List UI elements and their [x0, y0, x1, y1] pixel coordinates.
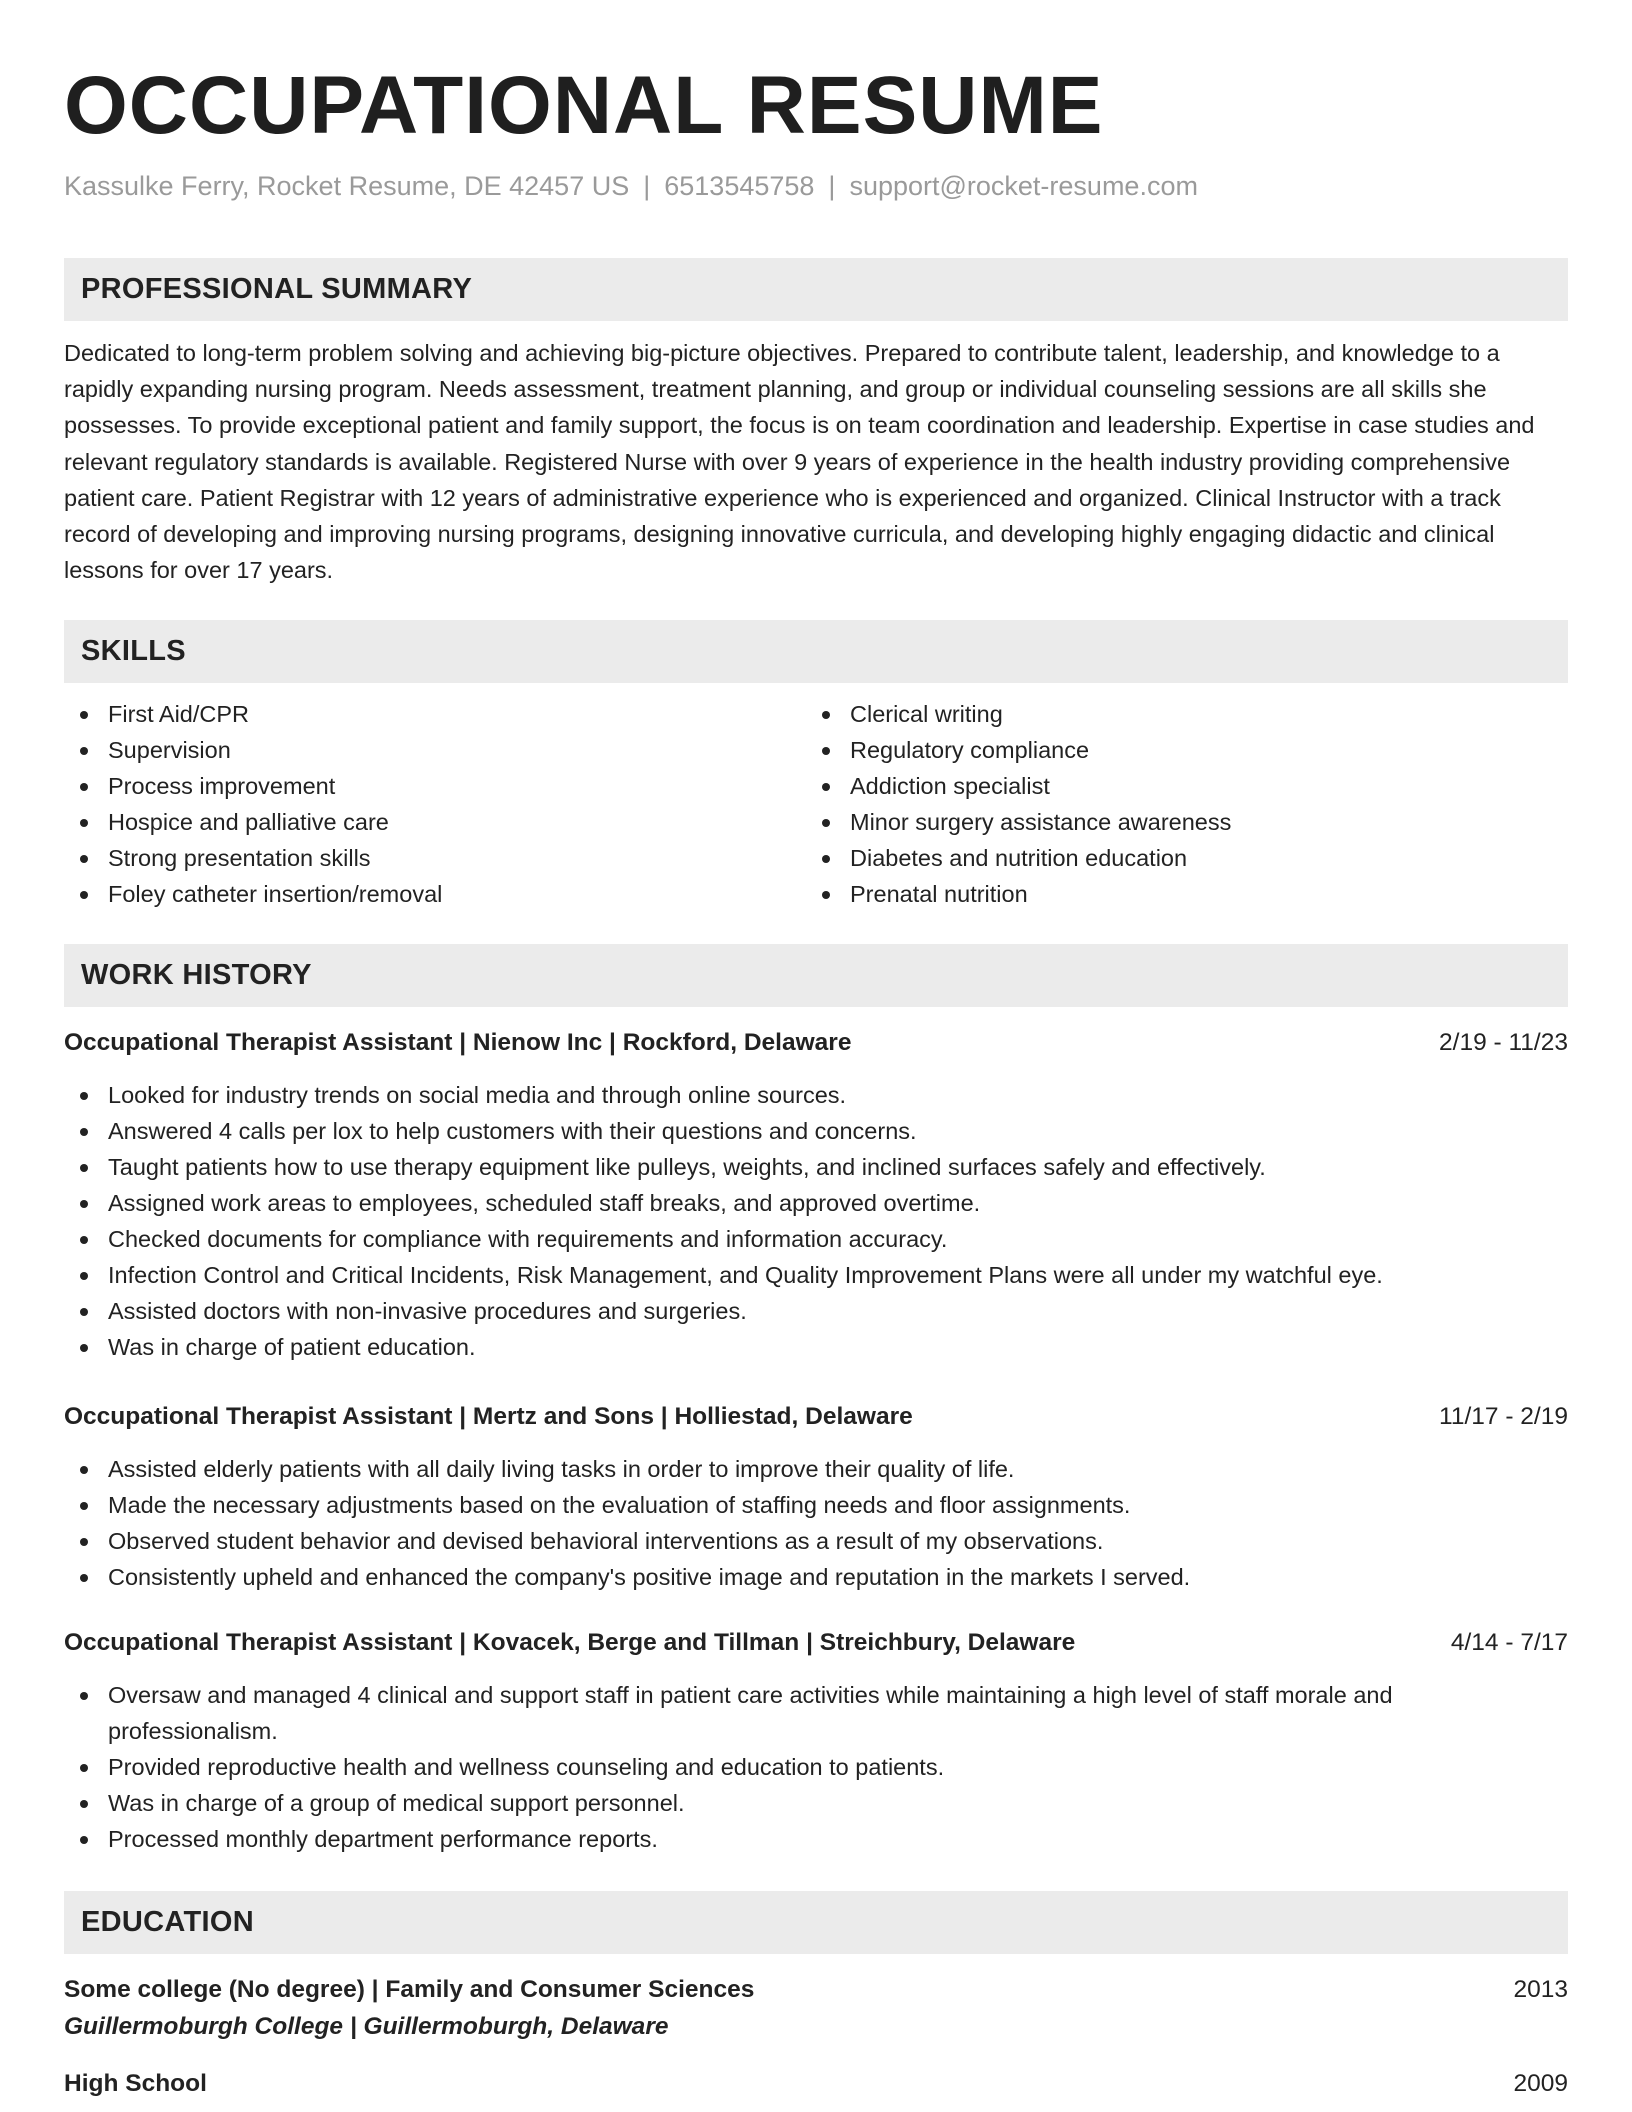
skill-item: Addiction specialist [806, 768, 1548, 804]
education-entry [64, 2066, 1568, 2102]
skills-column-right [806, 696, 1548, 912]
skill-item: Hospice and palliative care [64, 804, 806, 840]
job-duty: Looked for industry trends on social media and through online sources. [64, 1077, 1568, 1113]
skill-item: First Aid/CPR [64, 696, 806, 732]
education-year: 2009 [1513, 2070, 1568, 2098]
job-entry [64, 1025, 1568, 1365]
skill-item: Process improvement [64, 768, 806, 804]
job-title: Occupational Therapist Assistant | Mertz and Sons | Holliestad, Delaware [64, 1403, 913, 1431]
education-header [64, 2066, 1568, 2102]
skill-item: Supervision [64, 732, 806, 768]
job-duty: Was in charge of patient education. [64, 1329, 1568, 1365]
job-dates: 4/14 - 7/17 [1450, 1629, 1568, 1657]
resume-page [64, 56, 1568, 2102]
job-duties [64, 1451, 1568, 1595]
job-duty: Assisted doctors with non-invasive procedures and surgeries. [64, 1293, 1568, 1329]
job-duty: Provided reproductive health and wellness counseling and education to patients. [64, 1749, 1568, 1785]
job-header [64, 1025, 1568, 1061]
education-school: Guillermoburgh College | Guillermoburgh, Delaware [64, 2013, 669, 2041]
contact-phone: 6513545758 [664, 171, 815, 201]
education-year: 2013 [1513, 1976, 1568, 2004]
job-duties [64, 1677, 1568, 1857]
job-title: Occupational Therapist Assistant | Nienow Inc | Rockford, Delaware [64, 1029, 852, 1057]
skills-column-left [64, 696, 806, 912]
job-duty: Observed student behavior and devised behavioral interventions as a result of my observations. [64, 1523, 1568, 1559]
job-entry [64, 1399, 1568, 1595]
skill-item: Regulatory compliance [806, 732, 1548, 768]
job-header [64, 1399, 1568, 1435]
contact-address: Kassulke Ferry, Rocket Resume, DE 42457 US [64, 171, 630, 201]
job-duty: Was in charge of a group of medical support personnel. [64, 1785, 1568, 1821]
job-entry [64, 1625, 1568, 1857]
job-duty: Assisted elderly patients with all daily living tasks in order to improve their quality of life. [64, 1451, 1568, 1487]
section-title: EDUCATION [81, 1906, 254, 1939]
skill-item: Clerical writing [806, 696, 1548, 732]
job-duty: Assigned work areas to employees, scheduled staff breaks, and approved overtime. [64, 1185, 1568, 1221]
education-degree: High School [64, 2070, 207, 2098]
job-duties [64, 1077, 1568, 1365]
job-header [64, 1625, 1568, 1661]
education-entry [64, 1972, 1568, 2046]
job-duty: Checked documents for compliance with requirements and information accuracy. [64, 1221, 1568, 1257]
skill-item: Minor surgery assistance awareness [806, 804, 1548, 840]
section-title: WORK HISTORY [81, 959, 312, 992]
summary-text: Dedicated to long-term problem solving and achieving big-picture objectives. Prepared to contribute talent, leadership, and knowledge to a rapidly expanding nursing program. Needs assessment, treatment planning, and group or individual counseling sessions are all skills she possesses. To provide exceptional patient and family support, the focus is on team coordination and leadership. Expertise in case studies and relevant regulatory standards is available. Registered Nurse with over 9 years of experience in the health industry providing comprehensive patient care. Patient Registrar with 12 years of administrative experience who is experienced and organized. Clinical Instructor with a track record of developing and improving nursing programs, designing innovative curricula, and developing highly engaging didactic and clinical lessons for over 17 years. [64, 340, 1535, 584]
job-duty: Infection Control and Critical Incidents, Risk Management, and Quality Improvement Plans were all under my watchful eye. [64, 1257, 1568, 1293]
section-header-work-history [64, 944, 1568, 1007]
job-duty: Taught patients how to use therapy equipment like pulleys, weights, and inclined surfaces safely and effectively. [64, 1149, 1568, 1185]
section-title: PROFESSIONAL SUMMARY [81, 273, 473, 305]
skill-item: Foley catheter insertion/removal [64, 876, 806, 912]
job-duty: Consistently upheld and enhanced the company's positive image and reputation in the markets I served. [64, 1559, 1568, 1595]
skill-item: Diabetes and nutrition education [806, 840, 1548, 876]
job-dates: 2/19 - 11/23 [1439, 1029, 1568, 1057]
section-header-education [64, 1891, 1568, 1954]
resume-title: OCCUPATIONAL RESUME [64, 60, 1104, 151]
skills-list [64, 696, 1568, 912]
job-title: Occupational Therapist Assistant | Kovacek, Berge and Tillman | Streichbury, Delaware [64, 1629, 1076, 1657]
job-duty: Answered 4 calls per lox to help customers with their questions and concerns. [64, 1113, 1568, 1149]
contact-line [64, 168, 1568, 204]
section-title: SKILLS [81, 635, 186, 668]
skill-item: Prenatal nutrition [806, 876, 1548, 912]
education-header [64, 1972, 1568, 2008]
skill-item: Strong presentation skills [64, 840, 806, 876]
contact-separator: | [828, 171, 836, 201]
job-duty: Made the necessary adjustments based on the evaluation of staffing needs and floor assignments. [64, 1487, 1568, 1523]
section-header-skills [64, 620, 1568, 683]
contact-separator: | [643, 171, 651, 201]
job-dates: 11/17 - 2/19 [1439, 1403, 1568, 1431]
section-header-summary [64, 258, 1568, 321]
job-duty: Processed monthly department performance reports. [64, 1821, 1568, 1857]
education-degree: Some college (No degree) | Family and Consumer Sciences [64, 1976, 755, 2004]
job-duty: Oversaw and managed 4 clinical and support staff in patient care activities while maintaining a high level of staff morale and professionalism. [64, 1677, 1568, 1749]
contact-email: support@rocket-resume.com [849, 171, 1198, 201]
